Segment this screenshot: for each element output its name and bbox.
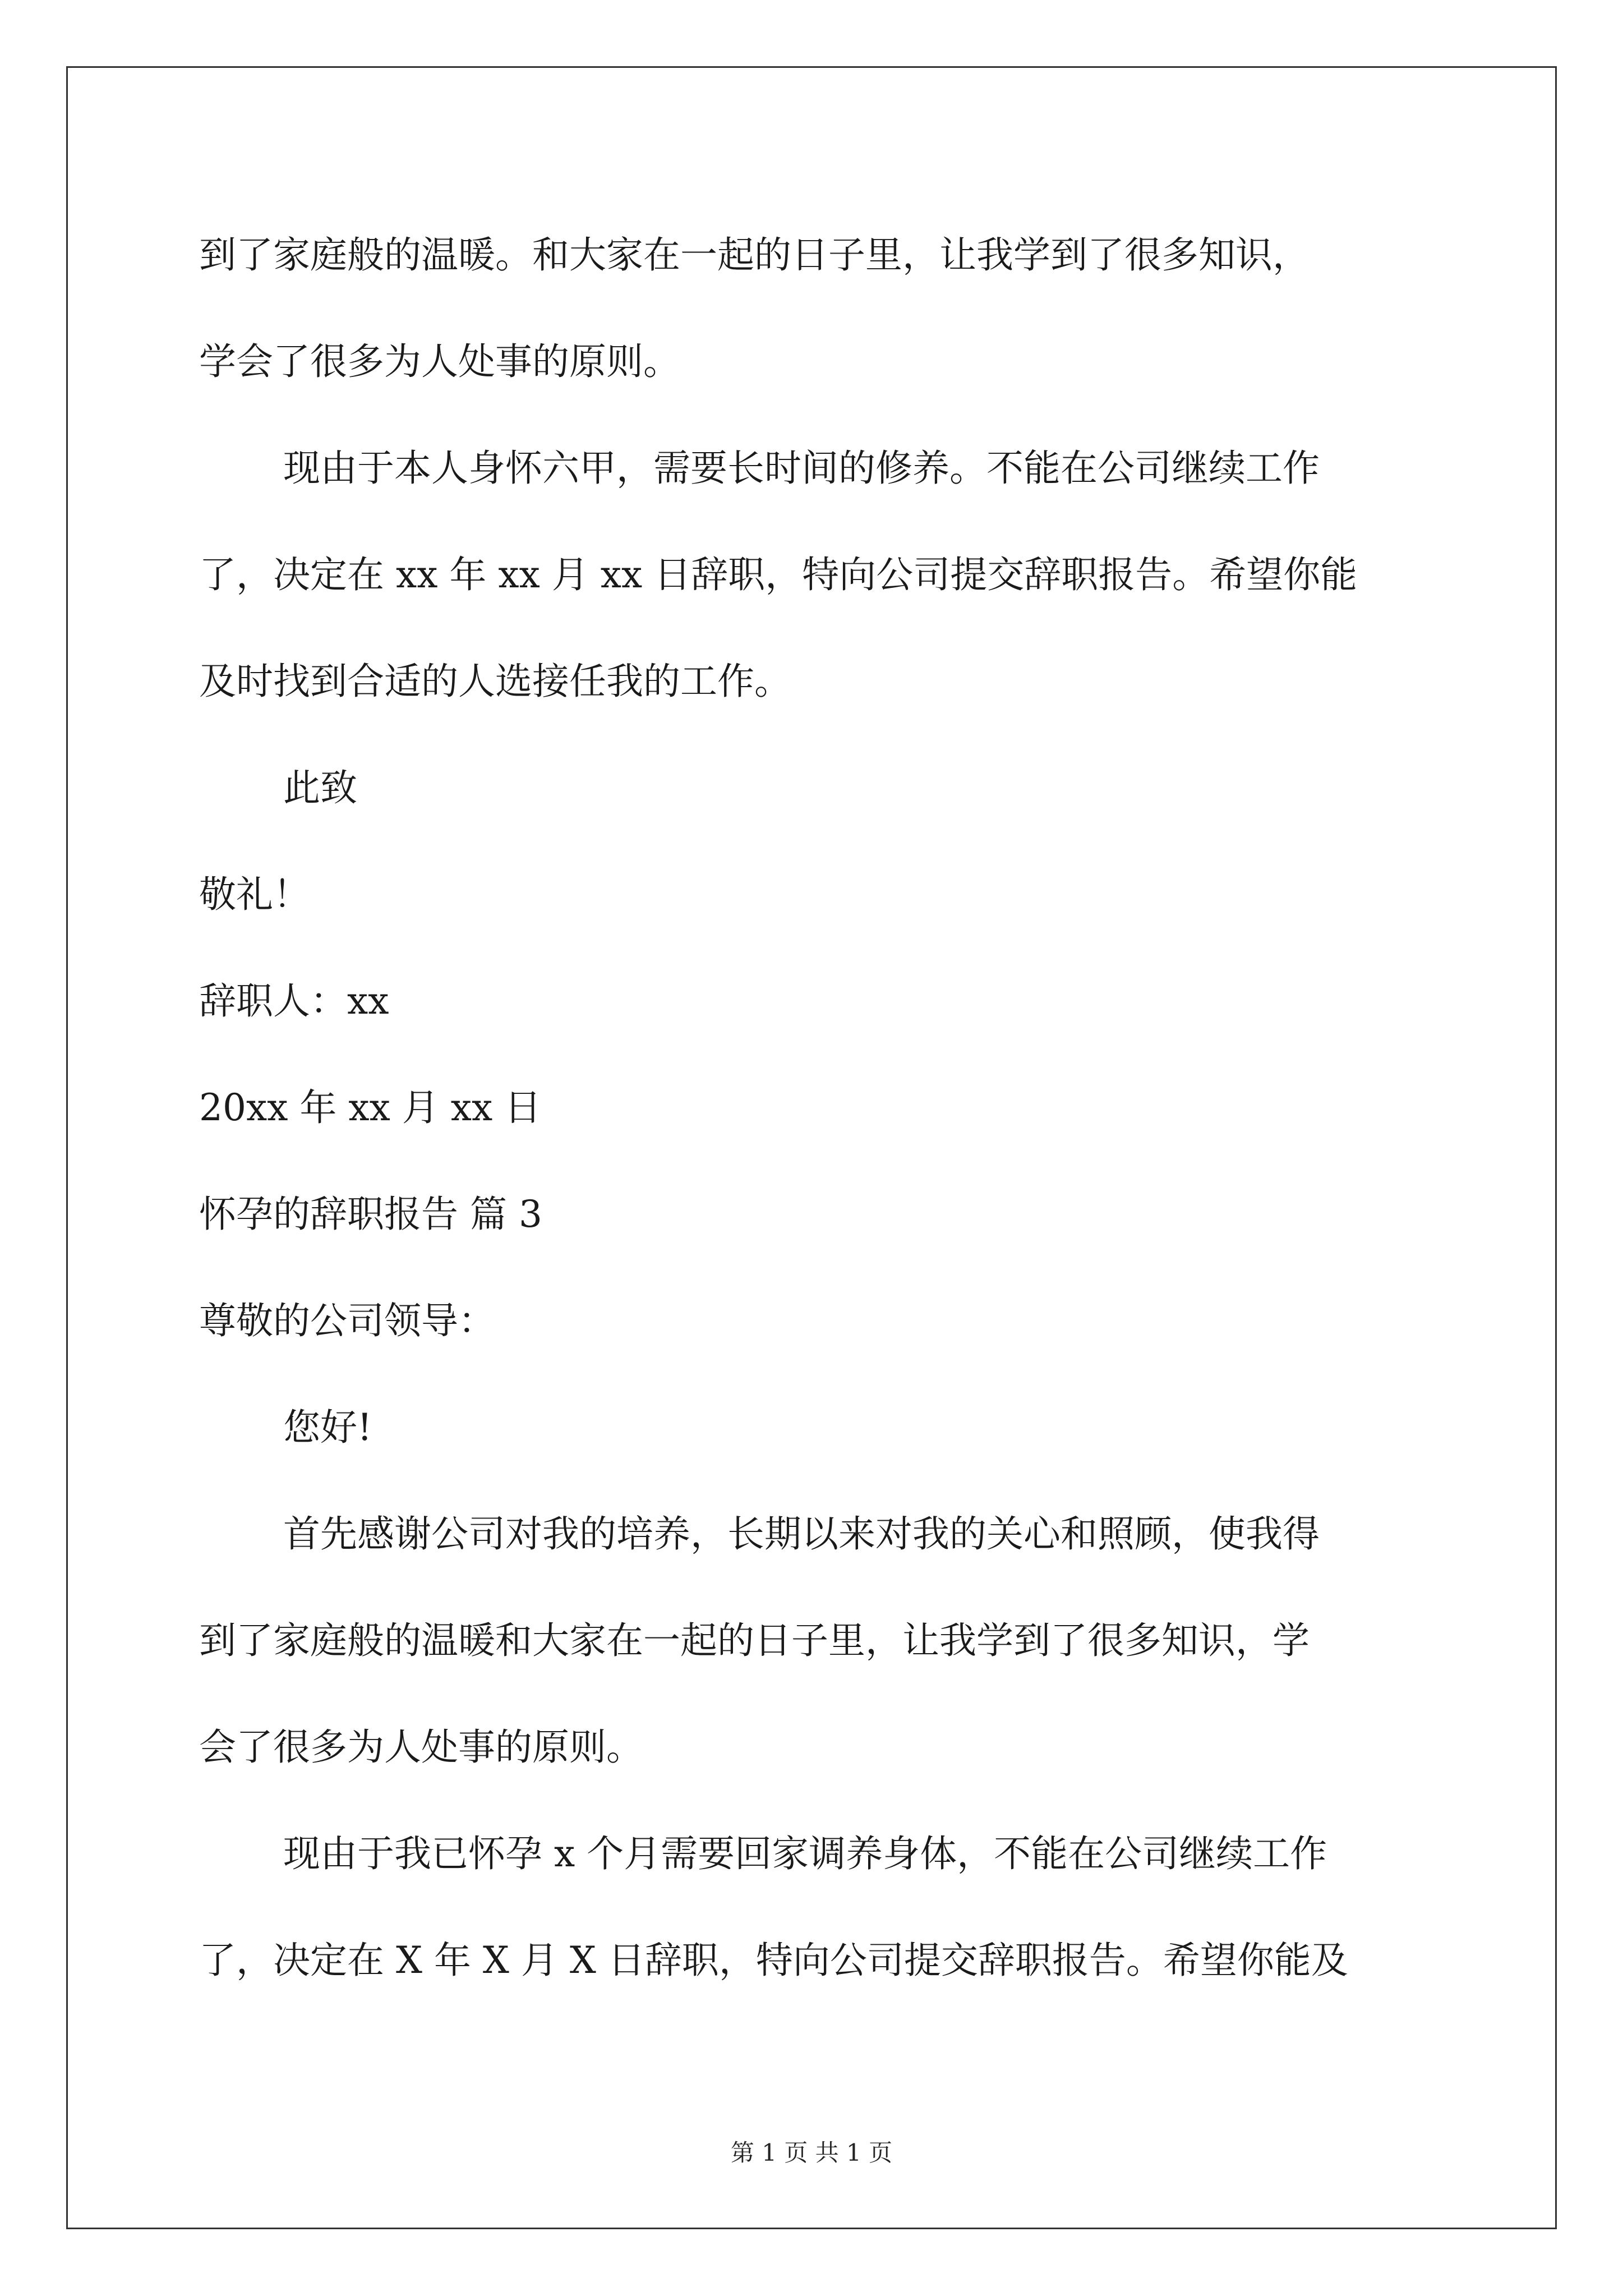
closing-line: 此致: [283, 766, 357, 809]
document-body: [199, 213, 1433, 2025]
paragraph-line: 首先感谢公司对我的培养，长期以来对我的关心和照顾，使我得: [283, 1512, 1320, 1556]
page-footer: 第 1 页 共 1 页: [730, 2139, 893, 2166]
date-line: 20xx 年 xx 月 xx 日: [199, 1086, 542, 1129]
greeting-line: 您好!: [283, 1406, 372, 1449]
text-line: 及时找到合适的人选接任我的工作。: [199, 660, 791, 703]
paragraph-line: 现由于本人身怀六甲，需要长时间的修养。不能在公司继续工作: [283, 447, 1320, 490]
section-title: 怀孕的辞职报告 篇 3: [199, 1193, 542, 1236]
text-line: 了，决定在 X 年 X 月 X 日辞职，特向公司提交辞职报告。希望你能及: [199, 1939, 1348, 1982]
text-line: 会了很多为人处事的原则。: [199, 1726, 643, 1769]
text-line: 到了家庭般的温暖。和大家在一起的日子里，让我学到了很多知识，: [199, 233, 1310, 277]
salutation-line: 敬礼！: [199, 873, 310, 916]
paragraph-line: 现由于我已怀孕 x 个月需要回家调养身体，不能在公司继续工作: [283, 1832, 1327, 1875]
text-line: 学会了很多为人处事的原则。: [199, 340, 680, 383]
text-line: 到了家庭般的温暖和大家在一起的日子里，让我学到了很多知识，学: [199, 1619, 1310, 1662]
signature-line: 辞职人：xx: [199, 979, 389, 1023]
text-line: 了，决定在 xx 年 xx 月 xx 日辞职，特向公司提交辞职报告。希望你能: [199, 553, 1358, 596]
addressee-line: 尊敬的公司领导：: [199, 1299, 495, 1342]
